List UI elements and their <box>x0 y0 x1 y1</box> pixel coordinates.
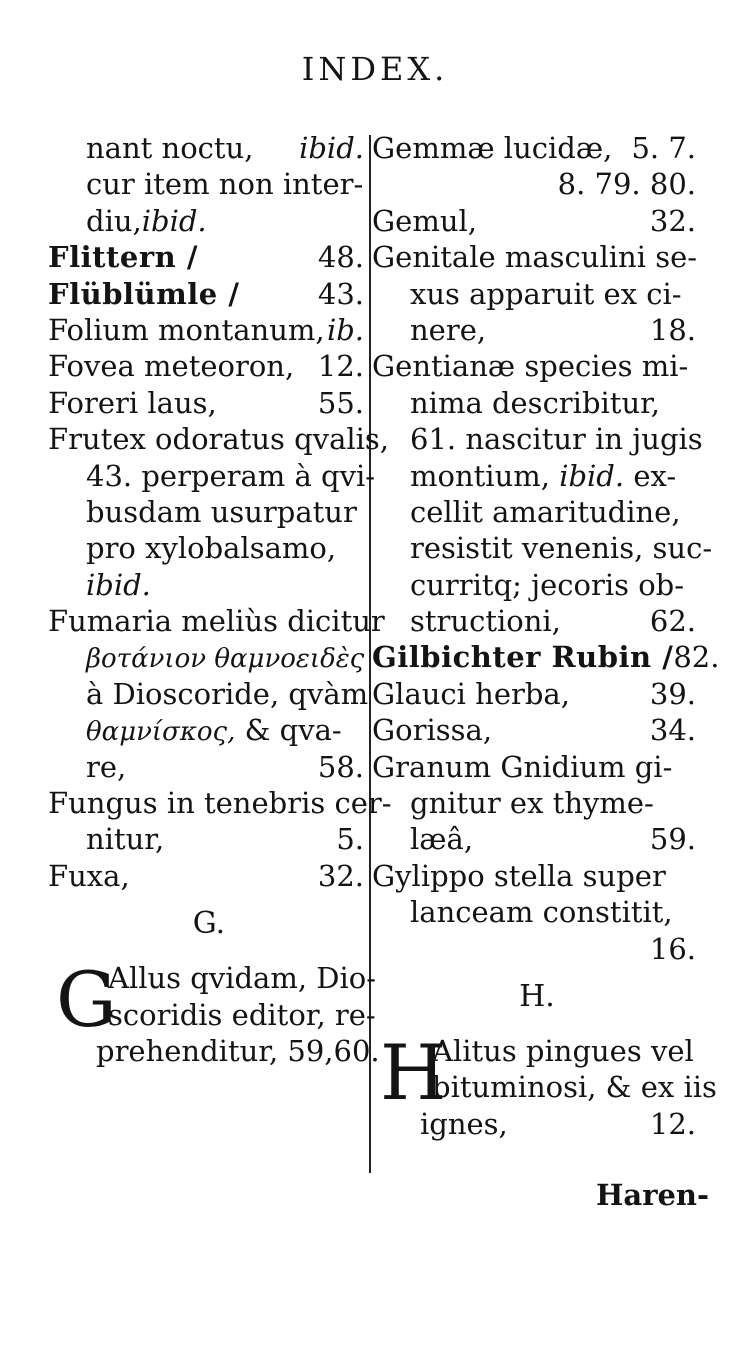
index-line: busdam usurpatur <box>86 494 357 529</box>
index-line: 8. 79. 80. <box>557 167 696 202</box>
index-entry-frutex: Frutex odoratus qvalis, <box>48 422 390 457</box>
index-line: 61. nascitur in jugis <box>410 422 703 457</box>
index-entry-halitus: H Alitus pingues vel bituminosi, & ex iis ignes, 12. <box>380 1027 717 1141</box>
index-line: cur item non inter- <box>86 167 364 202</box>
section-heading-g: G. <box>192 906 226 942</box>
index-line: montium, ibid. ex- <box>410 458 677 493</box>
index-entry-gallus: G Allus qvidam, Dio- scoridis editor, re- prehenditur, 59,60. <box>56 955 380 1068</box>
index-line: curritq; jecoris ob- <box>410 567 685 602</box>
index-line: 16. <box>649 931 696 966</box>
left-column <box>48 130 392 1069</box>
index-line: diu,ibid. <box>86 203 207 238</box>
index-entry-granum: Granum Gnidium gi- <box>372 749 673 784</box>
index-entry-folium: Folium montanum, ib. <box>48 312 364 347</box>
index-entry-fungus: Fungus in tenebris cer- <box>48 786 392 821</box>
index-line: gnitur ex thyme- <box>410 786 654 821</box>
page-title: INDEX. <box>301 50 449 88</box>
index-entry-flublumle: Flüblümle / 43. <box>48 276 364 311</box>
index-entry-fovea: Fovea meteoron, 12. <box>48 349 364 384</box>
index-line: 43. perperam à qvi- <box>86 458 376 493</box>
index-line: θαμνίσκος, & qva- <box>86 713 342 748</box>
section-heading-h: H. <box>519 978 555 1014</box>
index-line: nere, 18. <box>410 312 696 347</box>
column-divider-lower <box>369 1145 371 1173</box>
index-entry-gylippo: Gylippo stella super <box>372 858 666 893</box>
index-line: cellit amaritudine, <box>410 494 681 529</box>
index-line: resistit venenis, suc- <box>410 531 713 566</box>
index-line: structioni, 62. <box>410 604 696 639</box>
index-entry-gemul: Gemul, 32. <box>372 203 696 238</box>
index-line: xus apparuit ex ci- <box>410 276 682 311</box>
index-entry-glauci: Glauci herba, 39. <box>372 676 696 711</box>
index-entry-gorissa: Gorissa, 34. <box>372 713 696 748</box>
index-entry-genitale: Genitale masculini se- <box>372 240 698 275</box>
index-line: nant noctu, ibid. <box>86 131 364 165</box>
index-line: à Dioscoride, qvàm <box>86 676 369 711</box>
index-entry-gemmae: Gemmæ lucidæ, 5. 7. <box>372 131 696 165</box>
index-entry-gentiana: Gentianæ species mi- <box>372 349 689 384</box>
index-entry-gilbichter: Gilbichter Rubin / 82. <box>372 640 720 675</box>
right-column <box>372 130 720 1142</box>
drop-capital: H <box>380 1027 447 1117</box>
index-line: nitur, 5. <box>86 822 364 857</box>
index-line: pro xylobalsamo, <box>86 531 337 566</box>
index-entry-fuxa: Fuxa, 32. <box>48 858 364 893</box>
index-line: lanceam constitit, <box>410 895 673 930</box>
index-line: ibid. <box>86 567 151 602</box>
index-entry-fumaria: Fumaria meliùs dicitur <box>48 604 385 639</box>
index-entry-flittern: Flittern / 48. <box>48 240 364 275</box>
index-line: βοτάνιον θαμνοειδὲς <box>86 644 365 675</box>
index-entry-foreri: Foreri laus, 55. <box>48 385 364 420</box>
index-line: nima describitur, <box>410 385 661 420</box>
index-line: re, 58. <box>86 749 364 784</box>
catchword: Haren- <box>596 1178 710 1212</box>
index-line: læâ, 59. <box>410 822 696 857</box>
drop-capital: G <box>56 955 117 1045</box>
